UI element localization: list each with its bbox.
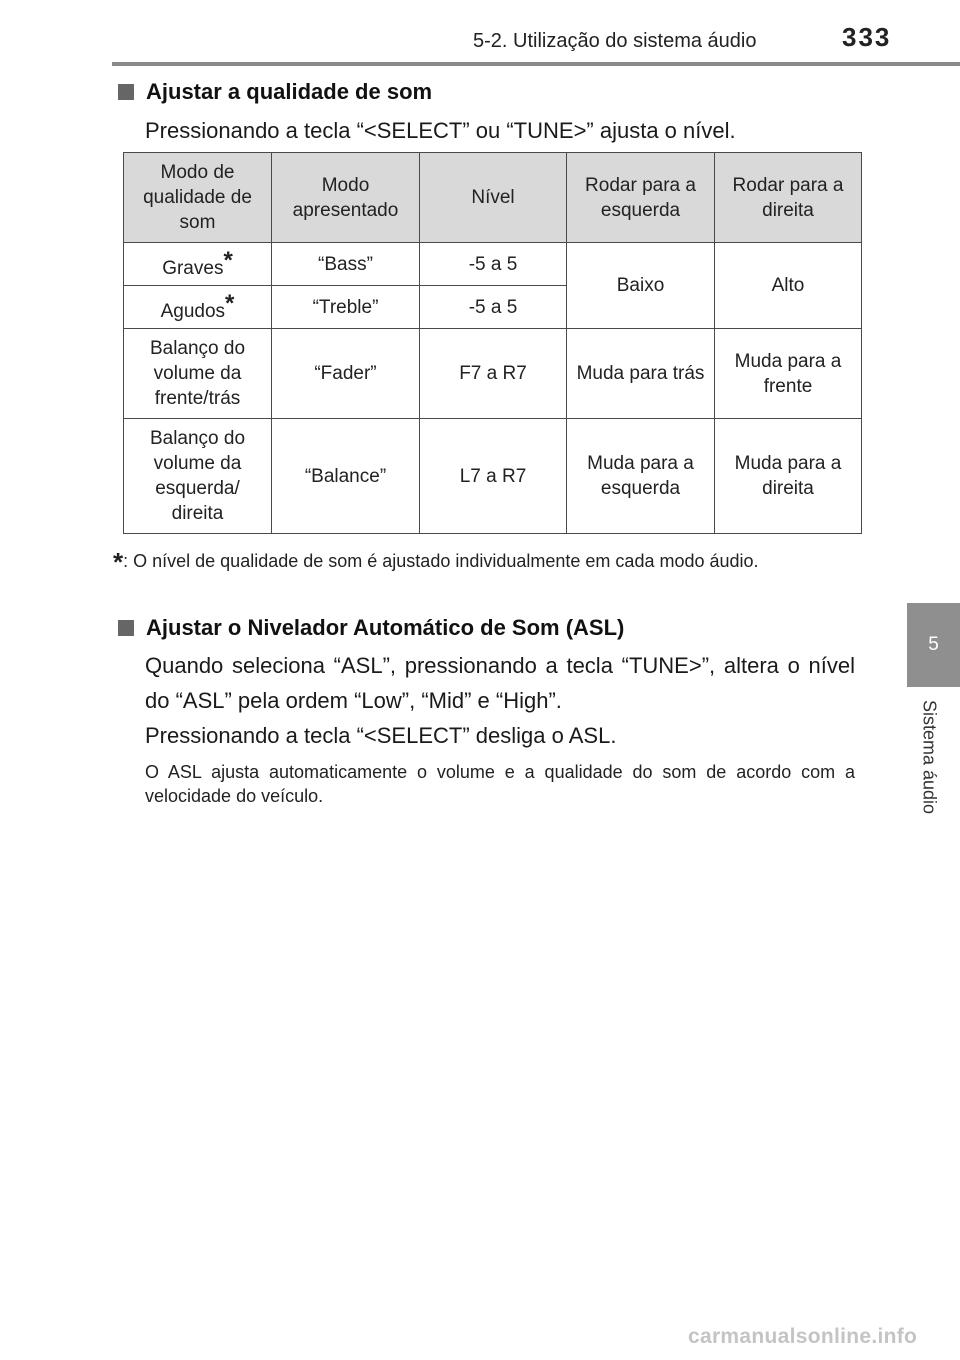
table-cell-right: Alto	[715, 243, 862, 329]
table-cell-level: -5 a 5	[420, 243, 567, 286]
header-rule	[112, 62, 960, 66]
heading-text: Ajustar a qualidade de som	[146, 79, 433, 104]
asterisk-marker: *	[223, 246, 233, 274]
table-cell-display: “Treble”	[272, 286, 420, 329]
section-heading-sound-quality	[118, 79, 432, 105]
asterisk-marker: *	[225, 289, 235, 317]
asl-paragraph-1: Quando seleciona “ASL”, pressionando a tecla “TUNE>”, altera o nível do “ASL” pela ordem “Low”, “Mid” e “High”.	[145, 653, 855, 713]
table-row	[124, 243, 862, 286]
table-cell-mode: Balanço do volume da frente/trás	[124, 329, 272, 419]
table-header-row	[124, 153, 862, 243]
table-cell-level: -5 a 5	[420, 286, 567, 329]
table-row	[124, 419, 862, 534]
table-header-cell: Nível	[420, 153, 567, 243]
table-cell-level: F7 a R7	[420, 329, 567, 419]
square-bullet-icon	[118, 84, 134, 100]
chapter-tab	[907, 603, 960, 687]
table-cell-mode: Agudos*	[124, 286, 272, 329]
footnote-text: : O nível de qualidade de som é ajustado individualmente em cada modo áudio.	[123, 551, 759, 571]
asl-note: O ASL ajusta automaticamente o volume e a qualidade do som de acordo com a velocidade do veículo.	[145, 762, 855, 806]
table-header-cell: Rodar para a esquerda	[567, 153, 715, 243]
table-cell-display: “Fader”	[272, 329, 420, 419]
table-header-cell: Modo de qualidade de som	[124, 153, 272, 243]
table-cell-left: Muda para a esquerda	[567, 419, 715, 534]
page-number: 333	[842, 22, 892, 52]
table-cell-mode: Balanço do volume da esquerda/ direita	[124, 419, 272, 534]
table-header-cell: Rodar para a direita	[715, 153, 862, 243]
table-cell-left: Baixo	[567, 243, 715, 329]
section-title: 5-2. Utilização do sistema áudio	[473, 30, 757, 52]
table-cell-level: L7 a R7	[420, 419, 567, 534]
table-row	[124, 329, 862, 419]
asl-paragraph-2: Pressionando a tecla “<SELECT” desliga o ASL.	[145, 723, 617, 748]
sound-quality-table	[123, 152, 862, 534]
table-cell-display: “Balance”	[272, 419, 420, 534]
table-cell-mode: Graves*	[124, 243, 272, 286]
chapter-number: 5	[928, 634, 939, 655]
section-heading-asl	[118, 615, 624, 641]
table-footnote	[113, 548, 855, 575]
table-cell-left: Muda para trás	[567, 329, 715, 419]
footnote-marker: *	[113, 547, 124, 577]
intro-paragraph: Pressionando a tecla “<SELECT” ou “TUNE>” ajusta o nível.	[145, 118, 736, 143]
square-bullet-icon	[118, 620, 134, 636]
table-header-cell: Modo apresentado	[272, 153, 420, 243]
chapter-label: Sistema áudio	[919, 700, 940, 815]
heading-text: Ajustar o Nivelador Automático de Som (ASL)	[146, 615, 625, 640]
table-cell-display: “Bass”	[272, 243, 420, 286]
table-cell-right: Muda para a direita	[715, 419, 862, 534]
table-cell-right: Muda para a frente	[715, 329, 862, 419]
watermark: carmanualsonline.info	[688, 1325, 918, 1348]
